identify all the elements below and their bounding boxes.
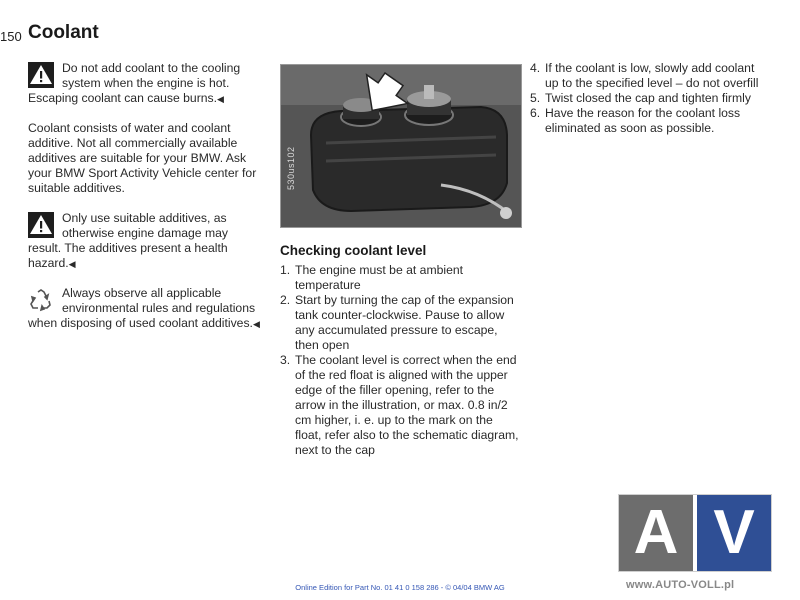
list-item: 5. Twist closed the cap and tighten firmly	[530, 91, 751, 105]
steps-list-part2	[530, 61, 770, 136]
intro-paragraph: Coolant consists of water and coolant additive. Not all commercially available additives are suitable for your BMW. Ask your BMW Sport Activity Vehicle center for suitable additives.	[28, 121, 257, 195]
page-title: Coolant	[28, 22, 99, 43]
section-heading: Checking coolant level	[280, 243, 427, 258]
steps-list-part1	[280, 263, 520, 458]
coolant-tank-illustration	[280, 64, 522, 228]
warning-note-hot-engine	[28, 61, 264, 107]
page-footer: Online Edition for Part No. 01 41 0 158 286 - © 04/04 BMW AG	[295, 583, 505, 592]
list-item: 2. Start by turning the cap of the expansion tank counter-clockwise. Pause to allow any accumulated pressure to escape, then open	[280, 293, 514, 352]
left-column	[28, 61, 264, 346]
logo-letter-v: V	[697, 495, 771, 571]
end-mark: ◀	[252, 319, 260, 329]
list-item: 1. The engine must be at ambient temperature	[280, 263, 464, 292]
environment-text: Always observe all applicable environmental rules and regulations when disposing of used coolant additives.	[28, 286, 256, 330]
list-item: 3. The coolant level is correct when the end of the red float is aligned with the upper edge of the filler opening, refer to the arrow in the illustration, or max. 0.8 in/2 cm higher, i. e. up to the mark on the float, refer also to the schematic diagram, next to the cap	[280, 353, 519, 457]
recycle-icon	[28, 287, 54, 313]
logo-letter-a: A	[619, 495, 693, 571]
warning-text: Only use suitable additives, as otherwise engine damage may result. The additives present a health hazard.	[28, 211, 228, 270]
warning-note-additives	[28, 211, 264, 272]
warning-text: Do not add coolant to the cooling system when the engine is hot. Escaping coolant can cause burns.	[28, 61, 241, 105]
list-item: 6. Have the reason for the coolant loss eliminated as soon as possible.	[530, 106, 741, 135]
watermark-logo	[618, 494, 772, 572]
list-item: 4. If the coolant is low, slowly add coolant up to the specified level – do not overfill	[530, 61, 759, 90]
warning-triangle-icon	[28, 62, 54, 88]
end-mark: ◀	[68, 259, 76, 269]
page-number: 150	[0, 29, 22, 44]
environment-note	[28, 286, 264, 332]
watermark-site: www.AUTO-VOLL.pl	[626, 579, 735, 591]
illustration-code: 530us102	[286, 146, 296, 190]
end-mark: ◀	[217, 94, 224, 104]
warning-triangle-icon	[28, 212, 54, 238]
